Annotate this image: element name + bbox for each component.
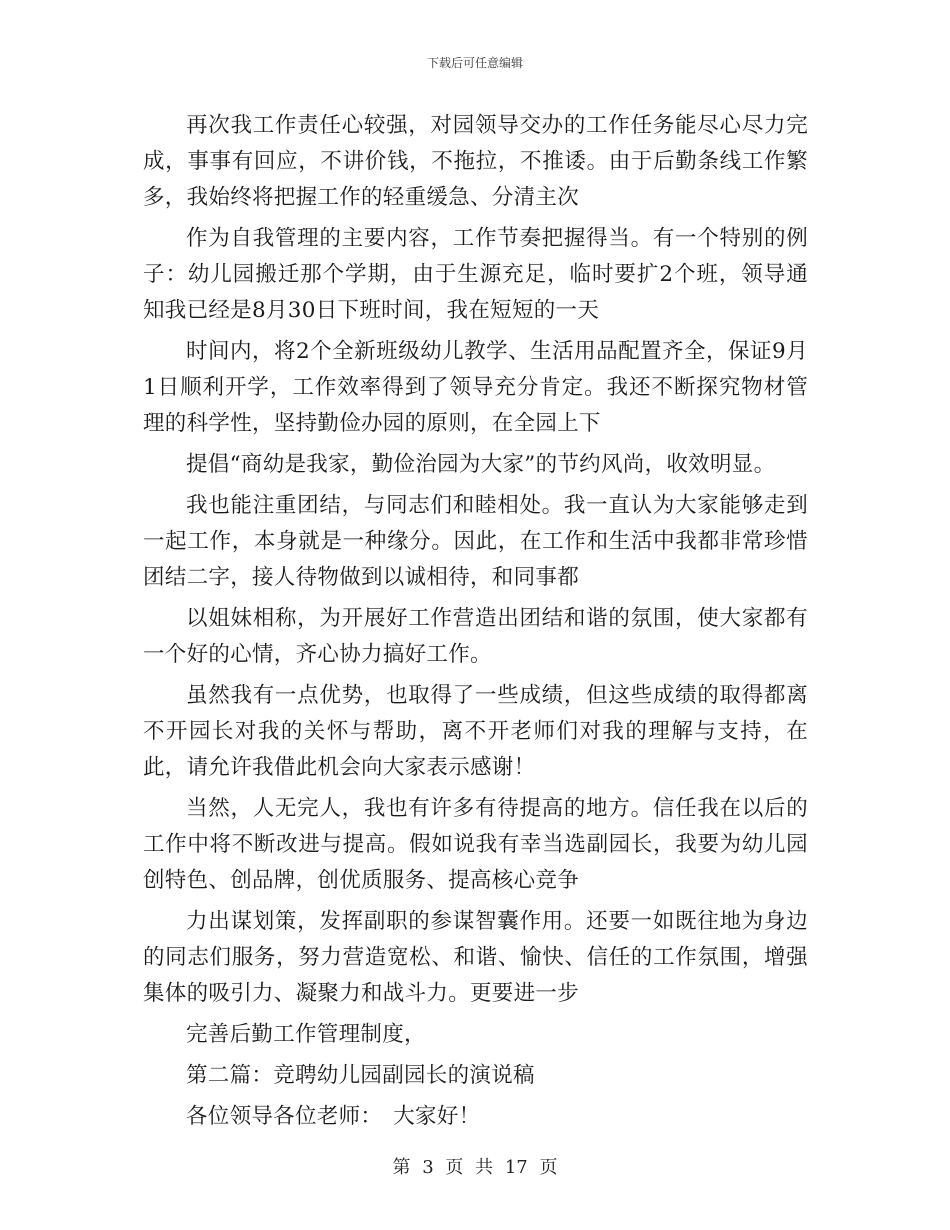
section-heading: 第二篇：竞聘幼儿园副园长的演说稿 (186, 1063, 535, 1088)
paragraph: 我也能注重团结，与同志们和睦相处。我一直认为大家能够走到一起工作，本身就是一种缘分。因此，在工作和生活中我都非常珍惜团结二字，接人待物做到以诚相待，和同事都 (143, 493, 808, 590)
salutation: 各位领导各位老师： 大家好！ (186, 1104, 481, 1129)
paragraph: 作为自我管理的主要内容，工作节奏把握得当。有一个特别的例子：幼儿园搬迁那个学期，由于生源充足，临时要扩2个班，领导通知我已经是8月30日下班时间，我在短短的一天 (143, 226, 808, 323)
paragraph: 以姐妹相称，为开展好工作营造出团结和谐的氛围，使大家都有一个好的心情，齐心协力搞好工作。 (143, 606, 808, 667)
paragraph: 再次我工作责任心较强，对园领导交办的工作任务能尽心尽力完成，事事有回应，不讲价钱，不拖拉，不推诿。由于后勤条线工作繁多，我始终将把握工作的轻重缓急、分清主次 (143, 113, 808, 210)
paragraph: 完善后勤工作管理制度， (186, 1022, 426, 1047)
page-number: 第 3 页 共 17 页 (392, 1157, 558, 1178)
paragraph: 时间内，将2个全新班级幼儿教学、生活用品配置齐全，保证9月1日顺利开学，工作效率得到了领导充分肯定。我还不断探究物材管理的科学性，坚持勤俭办园的原则，在全园上下 (143, 339, 808, 436)
page-header-note: 下载后可任意编辑 (426, 56, 523, 70)
paragraph: 当然，人无完人，我也有许多有待提高的地方。信任我在以后的工作中将不断改进与提高。假如说我有幸当选副园长，我要为幼儿园创特色、创品牌，创优质服务、提高核心竞争 (143, 796, 808, 893)
paragraph: 虽然我有一点优势，也取得了一些成绩，但这些成绩的取得都离不开园长对我的关怀与帮助，离不开老师们对我的理解与支持，在此，请允许我借此机会向大家表示感谢！ (143, 683, 808, 780)
document-body (143, 108, 808, 1140)
paragraph: 提倡“商幼是我家，勤俭治园为大家”的节约风尚，收效明显。 (186, 452, 776, 477)
paragraph: 力出谋划策，发挥副职的参谋智囊作用。还要一如既往地为身边的同志们服务，努力营造宽松、和谐、愉快、信任的工作氛围，增强集体的吸引力、凝聚力和战斗力。更要进一步 (143, 909, 808, 1006)
